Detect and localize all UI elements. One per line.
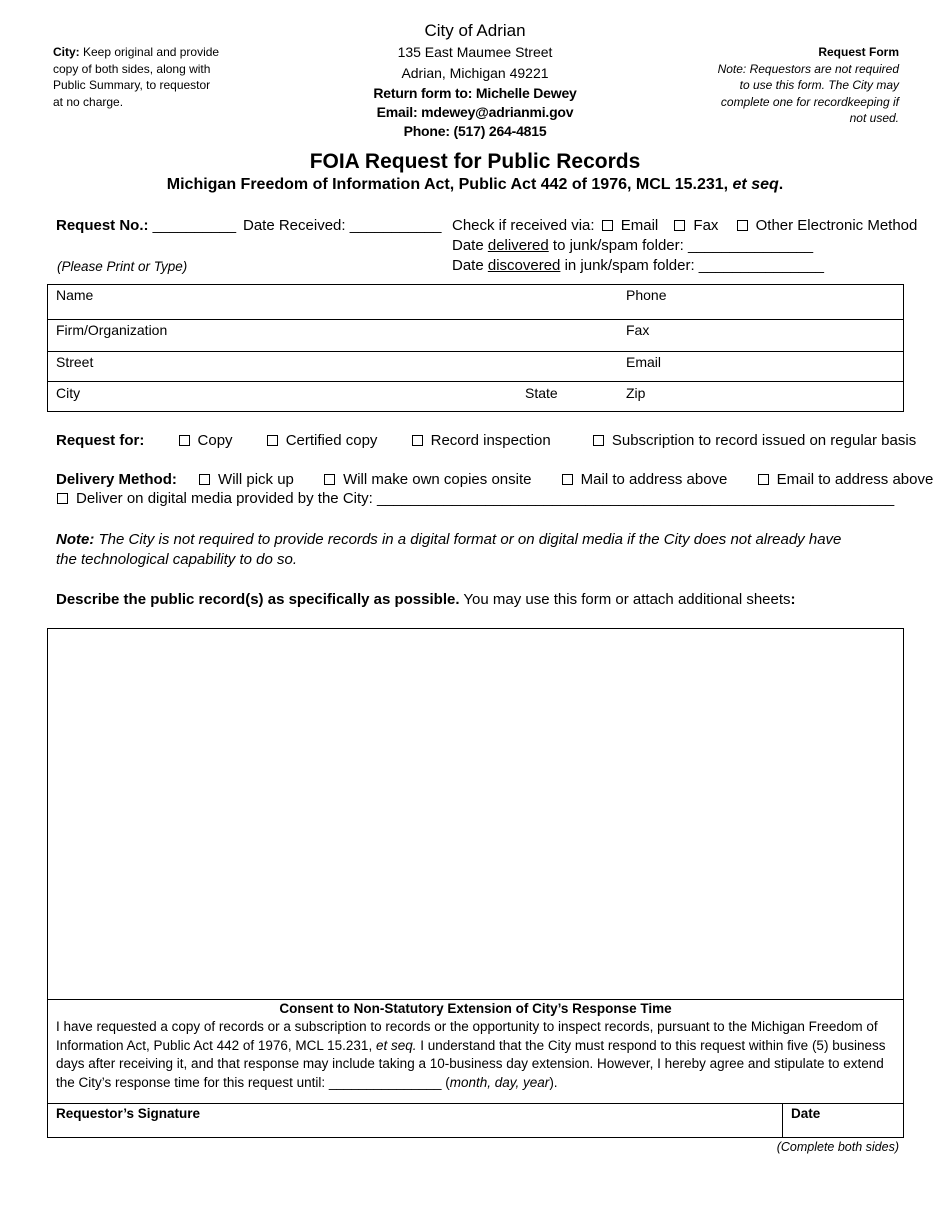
subscription-label: Subscription to record issued on regular basis [611, 432, 917, 449]
mail-checkbox[interactable] [562, 474, 573, 485]
record-inspection-checkbox[interactable] [412, 435, 423, 446]
request-no [56, 217, 236, 234]
signature-divider [782, 1103, 783, 1137]
own-copies-checkbox[interactable] [324, 474, 335, 485]
note-text: The City is not required to provide records in a digital format or on digital media if the City does not already have the technological capability to do so. [56, 531, 842, 568]
street-field[interactable]: Street [56, 354, 94, 370]
record-inspection-label: Record inspection [430, 432, 551, 449]
request-form-text: Note: Requestors are not required to use this form. The City may complete one for recordkeeping if not used. [717, 61, 899, 125]
date-discovered-junk[interactable] [452, 257, 824, 274]
page-title: FOIA Request for Public Records [309, 150, 641, 173]
subscription-checkbox[interactable] [593, 435, 604, 446]
request-form-note [709, 44, 899, 127]
digital-format-note [56, 530, 856, 569]
via-fax-checkbox[interactable] [674, 220, 685, 231]
consent-italic-1: et seq. [375, 1037, 417, 1053]
delivered-underlined: delivered [487, 237, 549, 254]
certified-copy-checkbox[interactable] [267, 435, 278, 446]
request-form-label: Request Form [818, 45, 899, 59]
consent-text [56, 1018, 896, 1092]
consent-italic-2: month, day, year [449, 1074, 550, 1090]
subtitle-end: . [778, 176, 784, 193]
via-email-checkbox[interactable] [602, 220, 613, 231]
fax-field[interactable]: Fax [626, 322, 650, 338]
pickup-label: Will pick up [218, 471, 294, 488]
consent-text-1: I have requested a copy of records or a subscription to records or the opportunity to inspect records, pursuant to the Michigan Freedom of Information Act, Public Act 442 of 1976, MCL 15.231, [56, 1019, 878, 1053]
email-field[interactable]: Email [626, 354, 662, 370]
delivery-method-label: Delivery Method: [56, 471, 177, 488]
records-description-area[interactable] [48, 629, 903, 999]
request-for-row [56, 432, 916, 449]
request-no-label: Request No.: [56, 217, 149, 234]
divider [48, 1103, 903, 1104]
consent-text-2: I understand that the City must respond to this request within five (5) business days after receiving it, and that response may include taking a 10-business day extension. However, I hereby agree and stipulate to extend the City’s response time for this request until: _______________ ( [56, 1037, 886, 1090]
mail-label: Mail to address above [580, 471, 728, 488]
note-label: Note: [56, 531, 95, 548]
digital-media-checkbox[interactable] [57, 493, 68, 504]
city-field[interactable]: City [56, 385, 81, 401]
delivery-method-row [56, 471, 933, 488]
city-instructions-text: Keep original and provide copy of both sides, along with Public Summary, to requestor at no charge. [53, 45, 220, 109]
copy-checkbox[interactable] [179, 435, 190, 446]
divider [48, 351, 903, 352]
date-received[interactable]: Date Received: ___________ [243, 217, 442, 234]
city-state-zip: Adrian, Michigan 49221 [401, 65, 549, 81]
city-name: City of Adrian [424, 21, 526, 40]
received-via [452, 217, 917, 234]
describe-bold: Describe the public record(s) as specifically as possible. [56, 591, 460, 608]
return-phone: Phone: (517) 264-4815 [403, 123, 547, 139]
divider [48, 381, 903, 382]
phone-field[interactable]: Phone [626, 287, 667, 303]
signature-field[interactable]: Requestor’s Signature [56, 1106, 201, 1121]
firm-field[interactable]: Firm/Organization [56, 322, 168, 338]
request-for-label: Request for: [56, 432, 145, 449]
consent-text-3: ). [549, 1074, 558, 1090]
digital-media-row [57, 490, 894, 507]
request-no-field[interactable]: __________ [148, 217, 237, 234]
certified-copy-label: Certified copy [285, 432, 378, 449]
return-email: Email: mdewey@adrianmi.gov [376, 104, 574, 120]
print-hint: (Please Print or Type) [57, 259, 188, 274]
city-street: 135 East Maumee Street [397, 44, 553, 60]
via-email-label: Email [620, 217, 659, 234]
subtitle-main: Michigan Freedom of Information Act, Public Act 442 of 1976, MCL 15.231, [166, 176, 733, 193]
subtitle-italic: et seq [732, 176, 779, 193]
divider [48, 999, 903, 1000]
describe-rest: You may use this form or attach additional sheets [459, 591, 791, 608]
return-to: Return form to: Michelle Dewey [373, 85, 577, 101]
describe-colon: : [790, 591, 796, 608]
page-subtitle [0, 176, 950, 194]
discovered-post: in junk/spam folder: _______________ [560, 257, 824, 274]
name-field[interactable]: Name [56, 287, 94, 303]
date-delivered-junk[interactable] [452, 237, 813, 254]
signature-date-field[interactable]: Date [791, 1106, 821, 1121]
copy-label: Copy [197, 432, 233, 449]
state-field[interactable]: State [525, 385, 558, 401]
digital-media-label: Deliver on digital media provided by the City: ______________________________________________________________ [76, 490, 895, 507]
zip-field[interactable]: Zip [626, 385, 646, 401]
discovered-underlined: discovered [487, 257, 561, 274]
delivered-post: to junk/spam folder: _______________ [548, 237, 814, 254]
delivered-pre: Date [452, 237, 488, 254]
city-label: City: [53, 45, 80, 59]
consent-title: Consent to Non-Statutory Extension of City’s Response Time [279, 1001, 672, 1016]
contact-info-box [47, 284, 904, 412]
pickup-checkbox[interactable] [199, 474, 210, 485]
email-delivery-checkbox[interactable] [758, 474, 769, 485]
email-delivery-label: Email to address above [776, 471, 934, 488]
via-other-checkbox[interactable] [737, 220, 748, 231]
via-fax-label: Fax [693, 217, 719, 234]
discovered-pre: Date [452, 257, 488, 274]
records-description-box [47, 628, 904, 1138]
received-via-label: Check if received via: [452, 217, 595, 234]
via-other-label: Other Electronic Method [755, 217, 918, 234]
own-copies-label: Will make own copies onsite [343, 471, 532, 488]
divider [48, 319, 903, 320]
describe-heading [56, 591, 796, 608]
complete-both-sides: (Complete both sides) [776, 1140, 899, 1154]
